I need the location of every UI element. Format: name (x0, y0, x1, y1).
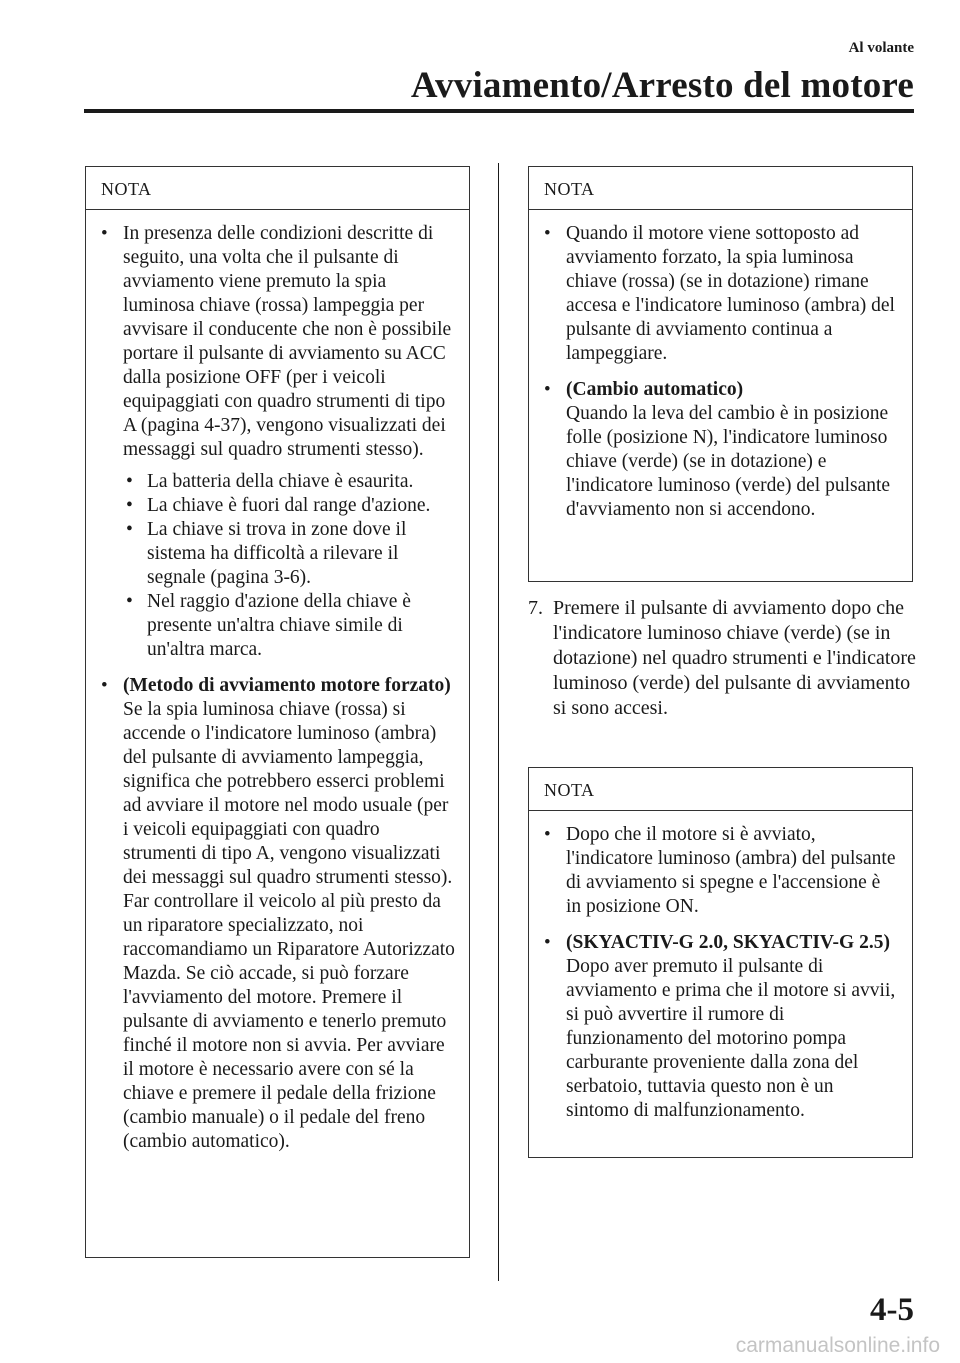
list-item-text: La batteria della chiave è esaurita. (147, 471, 414, 492)
condition-list (123, 470, 455, 662)
left-note-box (85, 166, 470, 1258)
column-divider (498, 163, 499, 1281)
page-number: 4-5 (870, 1292, 914, 1328)
note-bullet (544, 222, 898, 366)
bullet-text: In presenza delle condizioni descritte di seguito, una volta che il pulsante di avviamento viene premuto la spia luminosa chiave (rossa) lampeggia per avvisare il conducente che non è possibile portare il pulsante di avviamento su ACC dalla posizione OFF (per i veicoli equipaggiati con quadro strumenti di tipo A (pagina 4-37), vengono visualizzati dei messaggi sul quadro strumenti stesso). (123, 223, 452, 460)
bullet-text: Dopo aver premuto il pulsante di avviamento e prima che il motore si avvii, si può avvertire il rumore di funzionamento del motorino pompa carburante proveniente dalla zona del serbatoio, tuttavia questo non è un sintomo di malfunzionamento. (566, 956, 896, 1121)
header-rule (84, 109, 914, 113)
step-text: Premere il pulsante di avviamento dopo che l'indicatore luminoso chiave (verde) (se in dotazione) nel quadro strumenti e l'indicatore luminoso (verde) del pulsante di avviamento si sono accesi. (553, 597, 916, 719)
sub-bullet-dot: • (126, 471, 133, 492)
section-label: Al volante (848, 40, 914, 56)
list-item (123, 518, 455, 590)
list-item-text: La chiave si trova in zone dove il sistema ha difficoltà a rilevare il segnale (pagina 3-6). (147, 519, 407, 588)
bullet-text: Quando la leva del cambio è in posizione folle (posizione N), l'indicatore luminoso chiave (verde) (se in dotazione) e l'indicatore luminoso (verde) del pulsante d'avviamento non si accendono. (566, 403, 891, 520)
bullet-text: Quando il motore viene sottoposto ad avviamento forzato, la spia luminosa chiave (rossa) (se in dotazione) rimane accesa e l'indicatore luminoso (ambra) del pulsante di avviamento continua a lampeggiare. (566, 223, 895, 364)
note-heading: NOTA (529, 167, 912, 210)
note-heading: NOTA (86, 167, 469, 210)
note-bullet (544, 823, 898, 919)
right-note-box-2 (528, 767, 913, 1158)
note-bullet (101, 674, 455, 1154)
bullet-text: Dopo che il motore si è avviato, l'indicatore luminoso (ambra) del pulsante di avviamento si spegne e l'accensione è in posizione ON. (566, 824, 896, 917)
note-bullet (101, 222, 455, 662)
sub-bullet-dot: • (126, 591, 133, 612)
bullet-dot: • (101, 223, 108, 244)
step-number: 7. (528, 597, 543, 619)
bullet-dot: • (101, 675, 108, 696)
note-bullet (544, 378, 898, 522)
watermark: carmanualsonline.info (735, 1334, 940, 1357)
sub-bullet-dot: • (126, 495, 133, 516)
list-item (123, 470, 455, 494)
bullet-dot: • (544, 824, 551, 845)
step-7 (528, 596, 916, 721)
list-item (123, 494, 455, 518)
bullet-dot: • (544, 379, 551, 400)
list-item (123, 590, 455, 662)
list-item-text: La chiave è fuori dal range d'azione. (147, 495, 431, 516)
note-heading: NOTA (529, 768, 912, 811)
bullet-text: Se la spia luminosa chiave (rossa) si accende o l'indicatore luminoso (ambra) del pulsante di avviamento lampeggia, significa che potrebbero esserci problemi ad avviare il motore nel modo usuale (per i veicoli equipaggiati con quadro strumenti di tipo A, vengono visualizzati dei messaggi sul quadro strumenti stesso). Far controllare il veicolo al più presto da un riparatore specializzato, noi raccomandiamo un Riparatore Autorizzato Mazda. Se ciò accade, si può forzare l'avviamento del motore. Premere il pulsante di avviamento e tenerlo premuto finché il motore non si avvia. Per avviare il motore è necessario avere con sé la chiave e premere il pedale della frizione (cambio manuale) o il pedale del freno (cambio automatico). (123, 699, 455, 1152)
bullet-heading: (Cambio automatico) (566, 379, 744, 400)
note-bullet (544, 931, 898, 1123)
page-title: Avviamento/Arresto del motore (410, 65, 914, 106)
sub-bullet-dot: • (126, 519, 133, 540)
right-note-box-1 (528, 166, 913, 582)
list-item-text: Nel raggio d'azione della chiave è presente un'altra chiave simile di un'altra marca. (147, 591, 411, 660)
bullet-dot: • (544, 932, 551, 953)
bullet-dot: • (544, 223, 551, 244)
bullet-heading: (SKYACTIV-G 2.0, SKYACTIV-G 2.5) (566, 932, 890, 953)
bullet-heading: (Metodo di avviamento motore forzato) (123, 675, 451, 696)
